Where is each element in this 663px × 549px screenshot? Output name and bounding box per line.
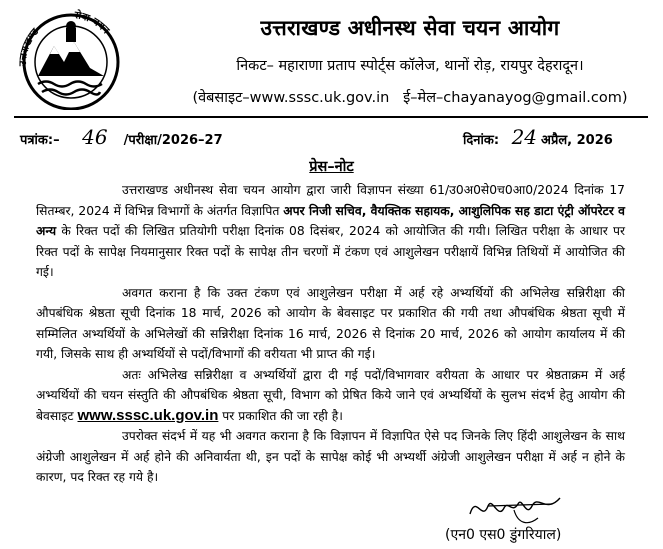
press-note-title: प्रेस–नोट (309, 159, 354, 175)
paragraph-2: अवगत कराना है कि उक्त टंकण एवं आशुलेखन परीक्षा में अर्ह रहे अभ्यर्थियों की अभिलेख सन्निरीक्षा की औपबंधिक श्रेष्ठता सूची दिनांक 18 मार्च, 2026 को आयोग के बेवसाइट पर प्रकाशित की गयी तथा औपबंधिक श्रेष्ठता सूची में सम्मिलित अभ्यर्थियों के अभिलेखों की सन्निरीक्षा दिनांक 16 मार्च, 2026 से दिनांक 20 मार्च, 2026 को आयोग कार्यालय में की गयी, जिसके साथ ही अभ्यर्थियों से पदों/विभागों की वरीयता भी प्राप्त की गई। (36, 285, 625, 361)
website-link-body[interactable]: www.sssc.uk.gov.in (77, 406, 219, 424)
organization-address: निकट– महाराणा प्रताप स्पोर्ट्स कॉलेज, थानों रोड़, रायपुर देहरादून। (236, 58, 584, 74)
paragraph-1: उत्तराखण्ड अधीनस्थ सेवा चयन आयोग द्वारा जारी विज्ञापन संख्या 61/उ0अ0से0च0आ0/2024 दिनांक 17 सितम्बर, 2024 में विभिन्न विभागों के अंतर्गत विज्ञापित अपर निजी सचिव, वैयक्तिक सहायक, आशुलिपिक सह डाटा एंट्री ऑपरेटर व अन्य के रिक्त पदों की लिखित प्रतियोगी परीक्षा दिनांक 08 दिसंबर, 2024 को आयोजित की गयी। लिखित परीक्षा के आधार पर रिक्त पदों के सापेक्ष नियमानुसार रिक्त पदों के सापेक्ष तीन चरणों में टंकण एवं आशुलेखन परीक्षायें विभिन्न तिथियों में आयोजित की गई। (36, 183, 625, 279)
header-divider (14, 116, 648, 118)
organization-contact (160, 87, 660, 107)
email-link[interactable]: chayanayog@gmail.com (443, 90, 622, 106)
website-link[interactable]: www.sssc.uk.gov.in (249, 90, 390, 106)
letter-number-label: पत्रांक:– (20, 133, 60, 148)
letter-number-handwritten: 46 (82, 125, 108, 149)
organization-name: उत्तराखण्ड अधीनस्थ सेवा चयन आयोग (260, 16, 560, 40)
website-label: (वेबसाइट– (192, 90, 250, 106)
letter-number (20, 125, 223, 149)
contact-close-paren: ) (621, 90, 628, 106)
paragraph-4: उपरोक्त संदर्भ में यह भी अवगत कराना है कि विज्ञापन में विज्ञापित ऐसे पद जिनके लिए हिंदी आशुलेखन के साथ अंग्रेजी आशुलेखन में अर्ह होने की अनिवार्यता थी, इन पदों के सापेक्ष कोई भी अभ्यर्थी अंग्रेजी आशुलेखन परीक्षा में अर्ह न होने के कारण, पद रिक्त रह गये है। (36, 429, 625, 484)
emblem-ring-text-left: उत्तराखण्ड (17, 26, 42, 67)
email-label: ई–मेल– (403, 90, 444, 106)
date-day-handwritten: 24 (511, 125, 538, 149)
signature (468, 484, 564, 530)
letter-number-suffix: /परीक्षा/2026–27 (123, 133, 223, 148)
press-note-body (36, 180, 625, 488)
letter-date (463, 125, 613, 149)
paragraph-3: अतः अभिलेख सन्निरीक्षा व अभ्यर्थियों द्वारा दी गई पदों/विभागवार वरीयता के आधार पर श्रेष्ठताक्रम में अर्ह अभ्यर्थियों की चयन संस्तुति की औपबंधिक श्रेष्ठता सूची, विभाग को प्रेषित किये जाने एवं अभ्यर्थियों के सुलभ संदर्भ हेतु आयोग की बेवसाइट www.sssc.uk.gov.in पर प्रकाशित की जा रही है। (36, 367, 625, 424)
posts-highlight: अपर निजी सचिव, वैयक्तिक सहायक, आशुलिपिक सह डाटा एंट्री ऑपरेटर व अन्य (36, 203, 625, 238)
date-label: दिनांक: (463, 133, 500, 148)
emblem-ring-text-right: सेवा चयन (73, 9, 112, 37)
commission-emblem-logo (12, 6, 130, 110)
date-month-year: अप्रैल, 2026 (541, 133, 613, 148)
signatory-name: (एन0 एस0 डुंगरियाल) (445, 527, 562, 543)
